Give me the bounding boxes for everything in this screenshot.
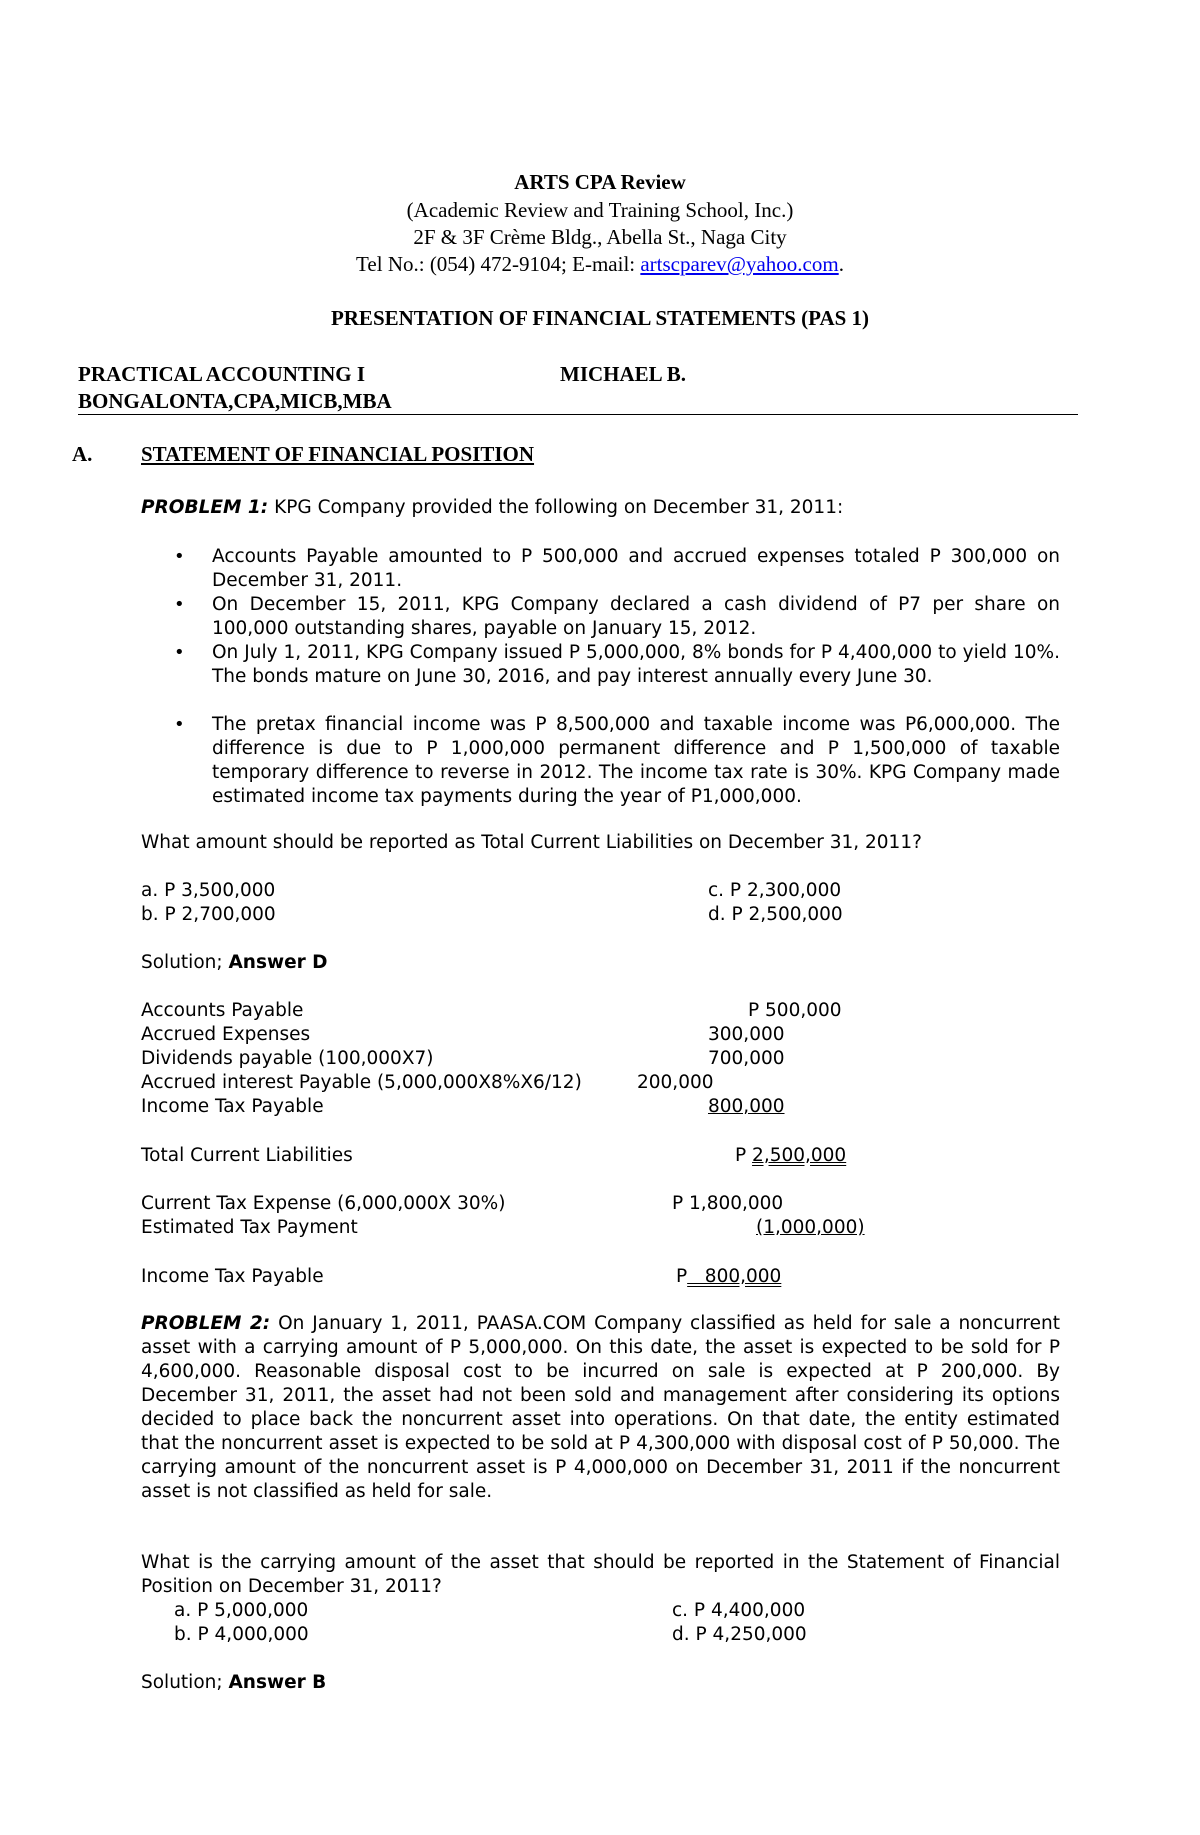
line-accrued-expenses-value: 300,000 — [708, 1024, 785, 1045]
section-letter: A. — [72, 442, 93, 466]
problem2-choice-a: a. P 5,000,000 — [174, 1600, 309, 1621]
problem2-label: PROBLEM 2: — [141, 1313, 271, 1334]
problem1-choice-c: c. P 2,300,000 — [708, 880, 842, 901]
contact-prefix: Tel No.: (054) 472-9104; E-mail: — [356, 252, 641, 276]
contact-line — [0, 252, 1200, 277]
itp-label: Income Tax Payable — [141, 1266, 324, 1287]
school-name: ARTS CPA Review — [514, 170, 686, 194]
line-accrued-interest-value: 200,000 — [637, 1072, 714, 1093]
problem1-bullet-1: Accounts Payable amounted to P 500,000 and accrued expenses totaled P 300,000 on December 31, 2011. — [212, 546, 1060, 591]
problem2-choice-b: b. P 4,000,000 — [174, 1624, 309, 1645]
problem2-solution — [141, 1672, 326, 1693]
bullet-icon: • — [174, 714, 185, 735]
line-accounts-payable-label: Accounts Payable — [141, 1000, 304, 1021]
problem1-label: PROBLEM 1: — [141, 497, 269, 518]
document-title: PRESENTATION OF FINANCIAL STATEMENTS (PAS 1) — [330, 306, 870, 330]
line-dividends-value: 700,000 — [708, 1048, 785, 1069]
problem2-choice-c: c. P 4,400,000 — [672, 1600, 806, 1621]
line-accounts-payable-value: P 500,000 — [748, 1000, 842, 1021]
instructor-first: MICHAEL B. — [560, 362, 687, 386]
solution-prefix: Solution; — [141, 1672, 229, 1693]
itp-line — [676, 1266, 781, 1287]
total-value: 2,500,000 — [752, 1145, 847, 1166]
problem2-choice-d: d. P 4,250,000 — [672, 1624, 807, 1645]
contact-suffix: . — [838, 252, 844, 276]
line-accrued-interest-label: Accrued interest Payable (5,000,000X8%X6/12) — [141, 1072, 582, 1093]
solution-prefix: Solution; — [141, 952, 229, 973]
solution-answer: Answer D — [228, 952, 328, 973]
problem1-choice-a: a. P 3,500,000 — [141, 880, 276, 901]
line-income-tax-label: Income Tax Payable — [141, 1096, 324, 1117]
email-link[interactable]: artscparev@yahoo.com — [640, 252, 839, 276]
school-full-name: (Academic Review and Training School, Inc.) — [406, 198, 794, 222]
total-line — [735, 1145, 846, 1166]
problem1-choice-d: d. P 2,500,000 — [708, 904, 843, 925]
solution-answer: Answer B — [228, 1672, 327, 1693]
problem1-choice-b: b. P 2,700,000 — [141, 904, 276, 925]
instructor-last: BONGALONTA,CPA,MICB,MBA — [78, 389, 392, 413]
problem1-bullet-2: On December 15, 2011, KPG Company declared a cash dividend of P7 per share on 100,000 outstanding shares, payable on January 15, 2012. — [212, 594, 1060, 639]
itp-value: 800,000 — [687, 1266, 782, 1287]
problem1-bullet-3: On July 1, 2011, KPG Company issued P 5,000,000, 8% bonds for P 4,400,000 to yield 10%. The bonds mature on June 30, 2016, and pay interest annually every June 30. — [212, 642, 1060, 687]
tax-expense-value: P 1,800,000 — [672, 1193, 784, 1214]
line-dividends-label: Dividends payable (100,000X7) — [141, 1048, 434, 1069]
problem2-text — [141, 1312, 1060, 1504]
section-title: STATEMENT OF FINANCIAL POSITION — [141, 442, 535, 466]
problem2-question: What is the carrying amount of the asset that should be reported in the Statement of Financial Position on December 31, 2011? — [141, 1552, 1060, 1597]
problem2-body: On January 1, 2011, PAASA.COM Company classified as held for sale a noncurrent asset with a carrying amount of P 5,000,000. On this date, the asset is expected to be sold for P 4,600,000. Reasonable disposal cost to be incurred on sale is expected at P 200,000. By December 31, 2011, the asset had not been sold and management after considering its options decided to place back the noncurrent asset into operations. On that date, the entity estimated that the noncurrent asset is expected to be sold at P 4,300,000 with disposal cost of P 50,000. The carrying amount of the noncurrent asset is P 4,000,000 on December 31, 2011 if the noncurrent asset is not classified as held for sale. — [141, 1313, 1060, 1502]
bullet-icon: • — [174, 594, 185, 615]
estimated-tax-label: Estimated Tax Payment — [141, 1217, 358, 1238]
total-label: Total Current Liabilities — [141, 1145, 353, 1166]
line-income-tax-value: 800,000 — [708, 1096, 785, 1117]
problem1-bullet-4: The pretax financial income was P 8,500,000 and taxable income was P6,000,000. The difference is due to P 1,000,000 permanent difference and P 1,500,000 of taxable temporary difference to reverse in 2012. The income tax rate is 30%. KPG Company made estimated income tax payments during the year of P1,000,000. — [212, 714, 1060, 807]
problem1-solution — [141, 952, 328, 973]
header-rule — [78, 414, 1078, 415]
line-accrued-expenses-label: Accrued Expenses — [141, 1024, 311, 1045]
problem1-question: What amount should be reported as Total Current Liabilities on December 31, 2011? — [141, 832, 922, 853]
estimated-tax-value: (1,000,000) — [756, 1217, 865, 1238]
subject-label: PRACTICAL ACCOUNTING I — [78, 362, 366, 386]
tax-expense-label: Current Tax Expense (6,000,000X 30%) — [141, 1193, 506, 1214]
problem1-intro — [141, 497, 843, 518]
bullet-icon: • — [174, 546, 185, 567]
itp-prefix: P — [676, 1266, 688, 1287]
bullet-icon: • — [174, 642, 185, 663]
problem1-intro-text: KPG Company provided the following on December 31, 2011: — [268, 497, 844, 518]
school-address: 2F & 3F Crème Bldg., Abella St., Naga City — [413, 225, 787, 249]
total-prefix: P — [735, 1145, 753, 1166]
